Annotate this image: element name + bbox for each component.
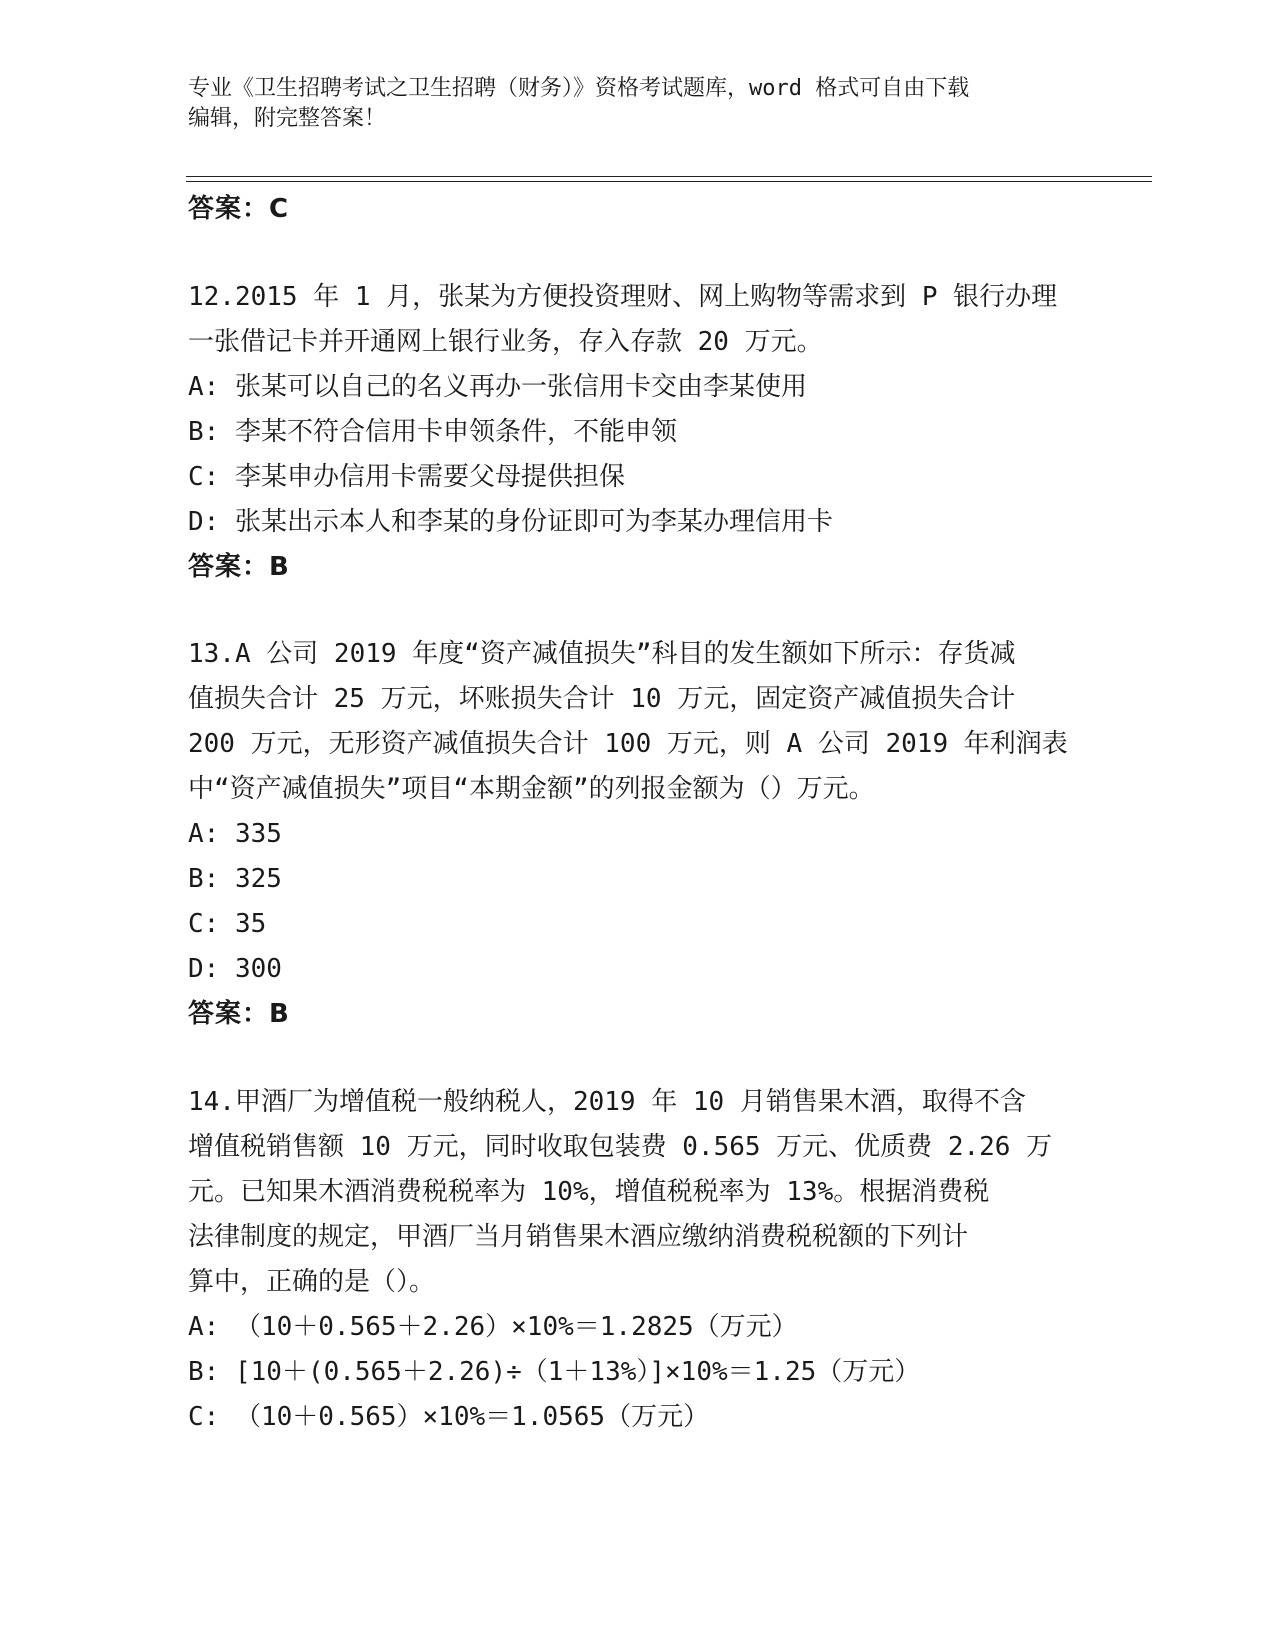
q14-option-a: A: （10＋0.565＋2.26）×10%＝1.2825（万元） (188, 1312, 798, 1342)
q13-option-b: B: 325 (188, 864, 282, 894)
q13-option-d: D: 300 (188, 954, 282, 984)
q13-stem-line-2: 值损失合计 25 万元，坏账损失合计 10 万元，固定资产减值损失合计 (188, 684, 1016, 714)
q14-option-c: C: （10＋0.565）×10%＝1.0565（万元） (188, 1402, 710, 1432)
q12-option-c: C: 李某申办信用卡需要父母提供担保 (188, 462, 625, 492)
q12-option-b: B: 李某不符合信用卡申领条件，不能申领 (188, 417, 677, 447)
header-line-2: 编辑，附完整答案！ (188, 106, 387, 131)
q12-answer: 答案：B (188, 552, 290, 582)
q14-option-b: B: [10＋(0.565＋2.26)÷（1＋13%）]×10%＝1.25（万元） (188, 1357, 921, 1387)
q12-option-d: D: 张某出示本人和李某的身份证即可为李某办理信用卡 (188, 507, 833, 537)
document-header (188, 74, 1088, 134)
q13-stem-line-3: 200 万元，无形资产减值损失合计 100 万元，则 A 公司 2019 年利润表 (188, 729, 1068, 759)
header-divider-bottom (186, 181, 1152, 182)
q14-stem-line-3: 元。已知果木酒消费税税率为 10%，增值税税率为 13%。根据消费税 (188, 1177, 990, 1207)
q12-option-a: A: 张某可以自己的名义再办一张信用卡交由李某使用 (188, 372, 807, 402)
q12-stem-line-1: 12.2015 年 1 月，张某为方便投资理财、网上购物等需求到 P 银行办理 (188, 282, 1058, 312)
q13-stem-line-4: 中“资产减值损失”项目“本期金额”的列报金额为（）万元。 (188, 774, 875, 804)
q13-option-c: C: 35 (188, 909, 267, 939)
q12-stem-line-2: 一张借记卡并开通网上银行业务，存入存款 20 万元。 (188, 327, 823, 357)
q13-stem-line-1: 13.A 公司 2019 年度“资产减值损失”科目的发生额如下所示：存货减 (188, 639, 1016, 669)
q13-answer: 答案：B (188, 999, 290, 1029)
header-line-1: 专业《卫生招聘考试之卫生招聘（财务）》资格考试题库，word 格式可自由下载 (188, 76, 970, 101)
q14-stem-line-2: 增值税销售额 10 万元，同时收取包装费 0.565 万元、优质费 2.26 万 (188, 1132, 1053, 1162)
q14-stem-line-5: 算中，正确的是（）。 (188, 1267, 436, 1297)
q13-option-a: A: 335 (188, 819, 282, 849)
header-divider-top (186, 176, 1152, 177)
q11-answer: 答案：C (188, 194, 290, 224)
q14-stem-line-1: 14.甲酒厂为增值税一般纳税人，2019 年 10 月销售果木酒，取得不含 (188, 1087, 1026, 1117)
q14-stem-line-4: 法律制度的规定，甲酒厂当月销售果木酒应缴纳消费税税额的下列计 (188, 1222, 969, 1252)
